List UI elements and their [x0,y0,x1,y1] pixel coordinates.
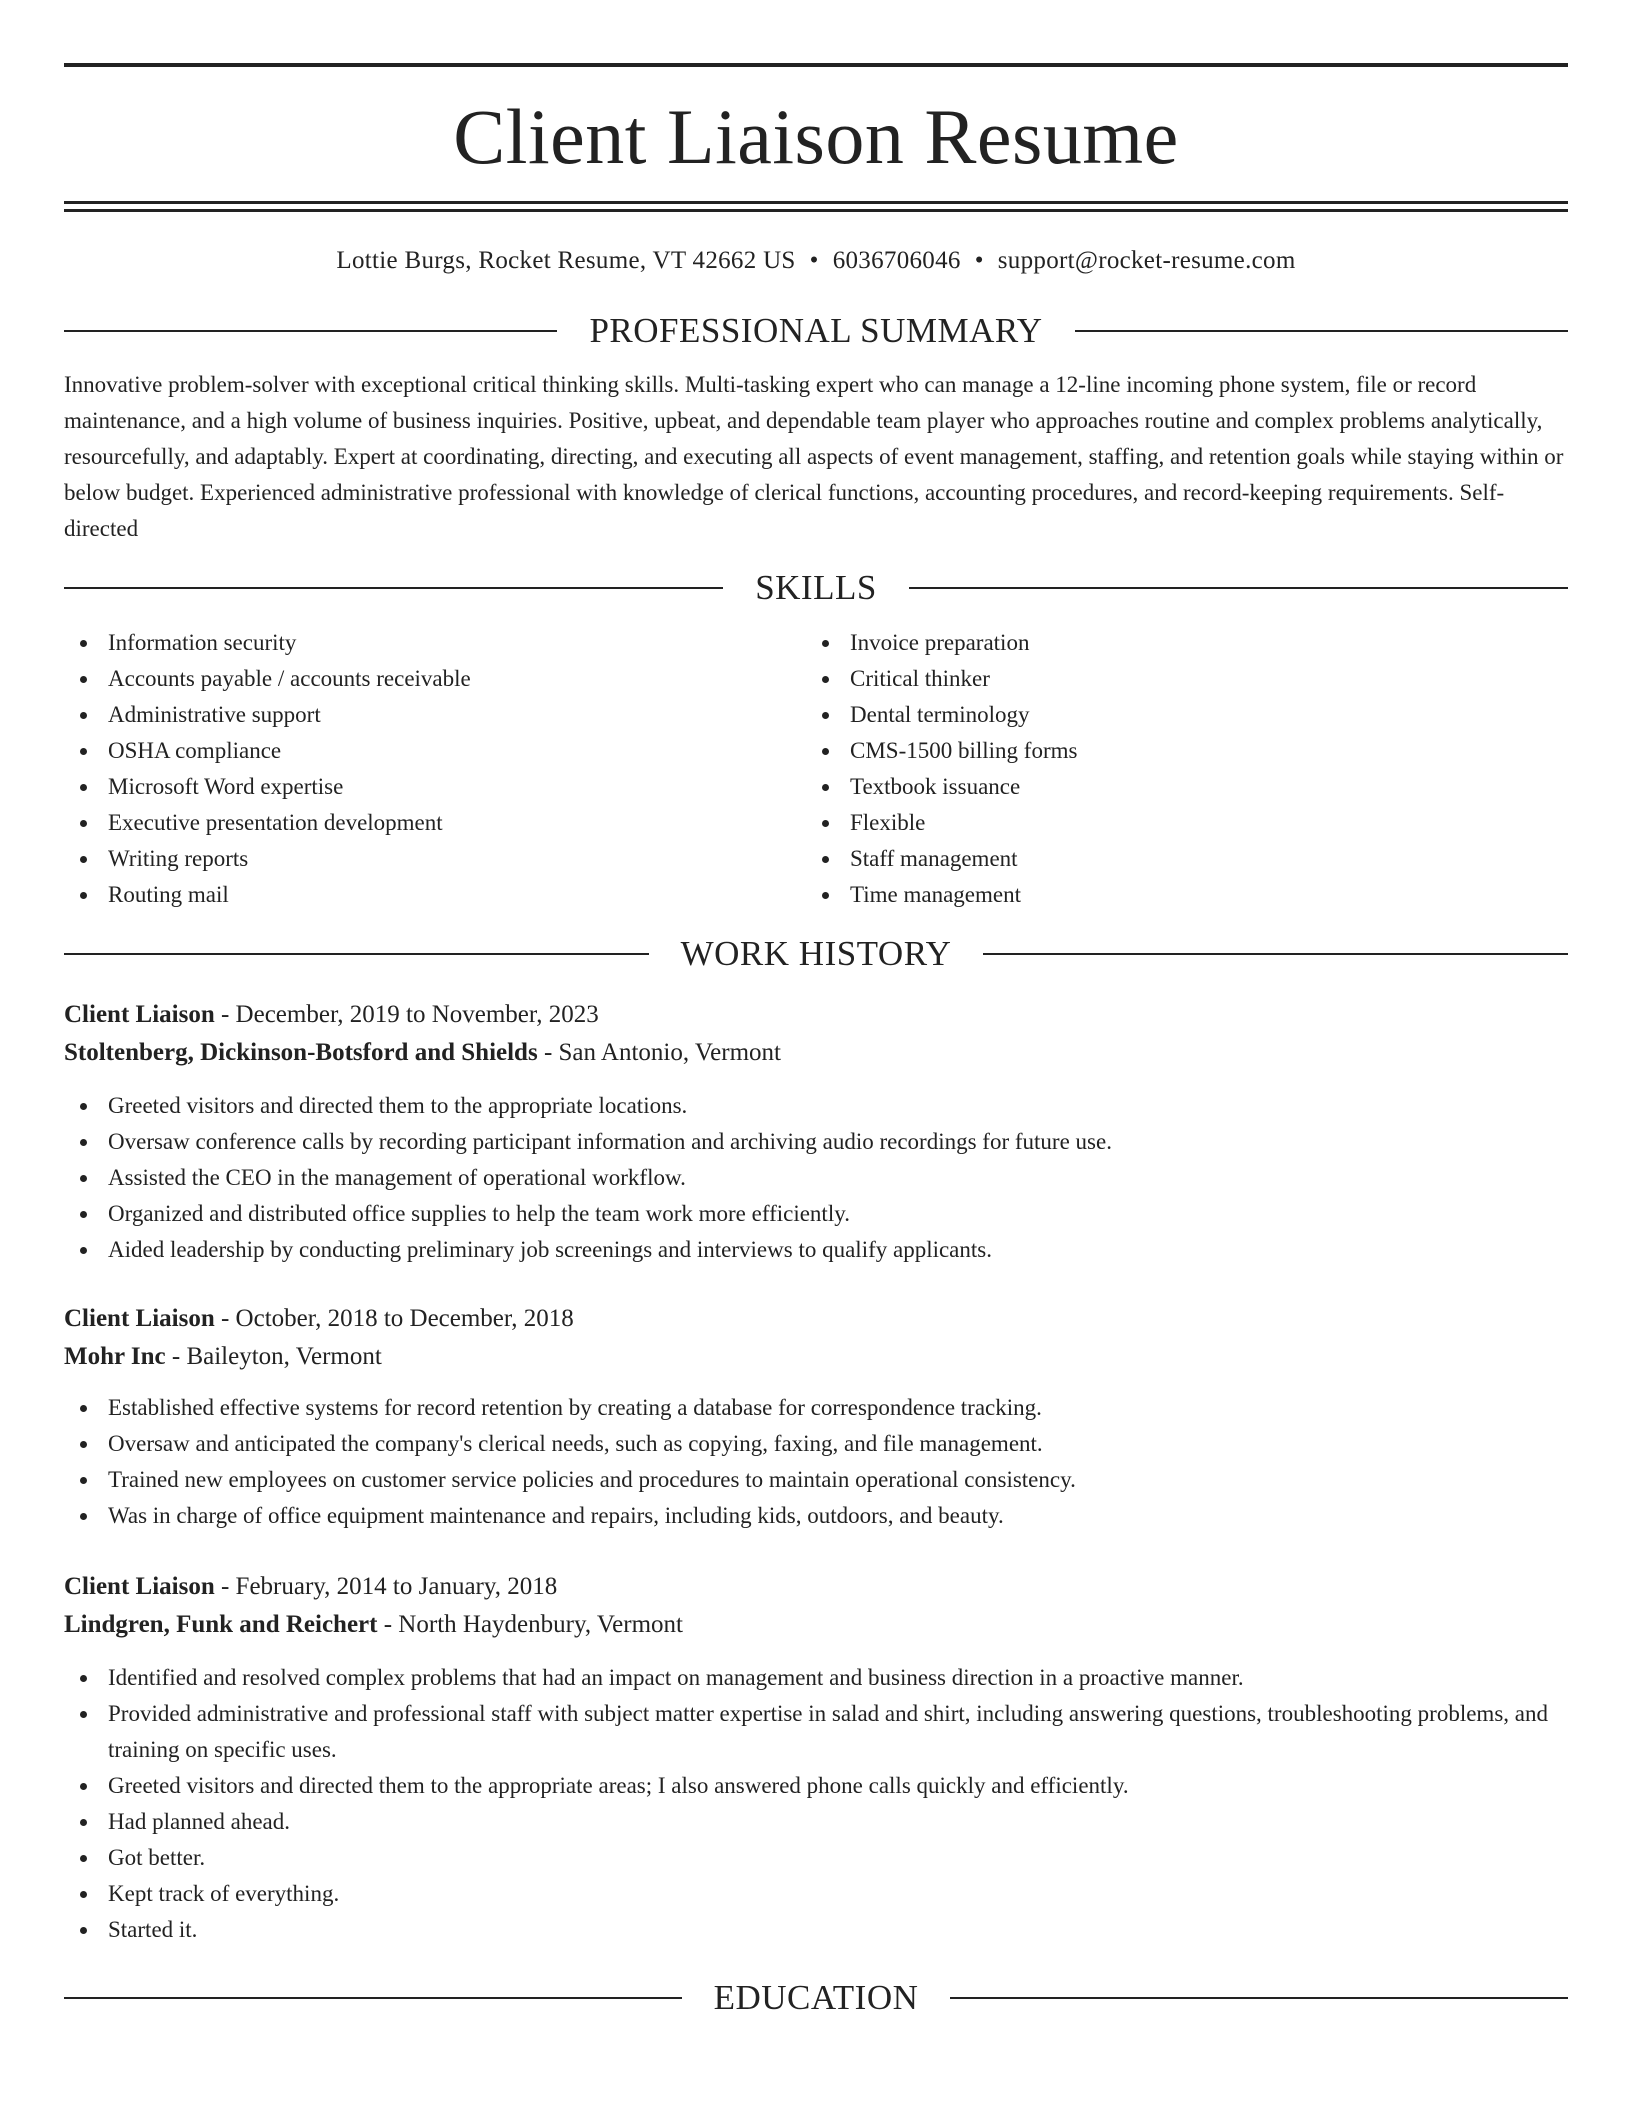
job-duty: Had planned ahead. [64,1804,1568,1840]
skill-item: OSHA compliance [64,733,806,769]
skill-item: Invoice preparation [806,625,1548,661]
job-company: Stoltenberg, Dickinson-Botsford and Shields [64,1039,538,1066]
job-duty: Greeted visitors and directed them to the appropriate areas; I also answered phone calls quickly and efficiently. [64,1768,1568,1804]
job-dates: - October, 2018 to December, 2018 [214,1305,574,1332]
skill-item: Administrative support [64,697,806,733]
job-title: Client Liaison [64,1001,215,1028]
job-duties [64,1660,1568,1948]
job-duty: Organized and distributed office supplies to help the team work more efficiently. [64,1196,1568,1232]
title-double-rule [64,201,1568,212]
heading-rule [1075,330,1568,332]
job-location: - San Antonio, Vermont [537,1039,781,1066]
job-company: Mohr Inc [64,1343,166,1370]
work-heading [64,934,1568,974]
job-duty: Trained new employees on customer service policies and procedures to maintain operational consistency. [64,1462,1568,1498]
heading-rule [909,587,1568,589]
job-title-line [64,1300,1568,1338]
contact-email: support@rocket-resume.com [997,247,1296,274]
job-title-line [64,1568,1568,1606]
heading-rule [983,953,1568,955]
job-entry [64,996,1568,1268]
job-duty: Greeted visitors and directed them to the appropriate locations. [64,1088,1568,1124]
skill-item: Executive presentation development [64,805,806,841]
job-location: - North Haydenbury, Vermont [377,1611,683,1638]
job-title: Client Liaison [64,1305,215,1332]
job-duty: Established effective systems for record retention by creating a database for correspondence tracking. [64,1390,1568,1426]
job-location: - Baileyton, Vermont [165,1343,382,1370]
skill-item: Accounts payable / accounts receivable [64,661,806,697]
skill-item: Dental terminology [806,697,1548,733]
skills-column-left [64,625,806,913]
job-duty: Started it. [64,1912,1568,1948]
resume-page [64,0,1568,2018]
job-company-line [64,1338,1568,1376]
job-duty: Oversaw conference calls by recording participant information and archiving audio recordings for future use. [64,1124,1568,1160]
heading-rule [64,953,649,955]
job-company: Lindgren, Funk and Reichert [64,1611,378,1638]
document-title: Client Liaison Resume [453,93,1179,180]
heading-rule [950,1997,1568,1999]
job-duty: Kept track of everything. [64,1876,1568,1912]
skill-item: Routing mail [64,877,806,913]
job-duty: Was in charge of office equipment maintenance and repairs, including kids, outdoors, and beauty. [64,1498,1568,1534]
summary-text: Innovative problem-solver with exceptional critical thinking skills. Multi-tasking expert who can manage a 12-line incoming phone system, file or record maintenance, and a high volume of business inquiries. Positive, upbeat, and dependable team player who approaches routine and complex problems analytically, resourcefully, and adaptably. Expert at coordinating, directing, and executing all aspects of event management, staffing, and retention goals while staying within or below budget. Experienced administrative professional with knowledge of clerical functions, accounting procedures, and record-keeping requirements. Self-directed [64,372,1564,541]
skill-item: Writing reports [64,841,806,877]
job-duties [64,1390,1568,1534]
job-duty: Oversaw and anticipated the company's clerical needs, such as copying, faxing, and file management. [64,1426,1568,1462]
skills-list [64,625,1568,913]
job-company-line [64,1606,1568,1644]
summary-heading [64,311,1568,351]
contact-line [64,246,1568,276]
job-dates: - February, 2014 to January, 2018 [214,1573,558,1600]
skill-item: Flexible [806,805,1548,841]
skill-item: Textbook issuance [806,769,1548,805]
contact-separator: • [809,247,819,274]
job-duties [64,1088,1568,1268]
skills-column-right [806,625,1548,913]
skills-heading-label: SKILLS [755,568,877,607]
job-duty: Aided leadership by conducting preliminary job screenings and interviews to qualify applicants. [64,1232,1568,1268]
skill-item: Critical thinker [806,661,1548,697]
job-title: Client Liaison [64,1573,215,1600]
contact-address: Lottie Burgs, Rocket Resume, VT 42662 US [336,247,796,274]
job-duty: Got better. [64,1840,1568,1876]
job-entry [64,1568,1568,1948]
job-duty: Identified and resolved complex problems that had an impact on management and business direction in a proactive manner. [64,1660,1568,1696]
job-duty: Provided administrative and professional staff with subject matter expertise in salad and shirt, including answering questions, troubleshooting problems, and training on specific uses. [64,1696,1568,1768]
contact-phone: 6036706046 [832,247,961,274]
heading-rule [64,587,723,589]
skill-item: Staff management [806,841,1548,877]
skill-item: Information security [64,625,806,661]
summary-heading-label: PROFESSIONAL SUMMARY [589,311,1043,350]
heading-rule [64,1997,682,1999]
skill-item: CMS-1500 billing forms [806,733,1548,769]
job-dates: - December, 2019 to November, 2023 [214,1001,599,1028]
job-entry [64,1300,1568,1534]
skill-item: Microsoft Word expertise [64,769,806,805]
education-heading [64,1978,1568,2018]
job-title-line [64,996,1568,1034]
contact-separator: • [974,247,984,274]
work-heading-label: WORK HISTORY [680,934,952,973]
job-company-line [64,1034,1568,1072]
job-duty: Assisted the CEO in the management of operational workflow. [64,1160,1568,1196]
skills-heading [64,568,1568,608]
skill-item: Time management [806,877,1548,913]
education-heading-label: EDUCATION [713,1978,919,2017]
heading-rule [64,330,557,332]
